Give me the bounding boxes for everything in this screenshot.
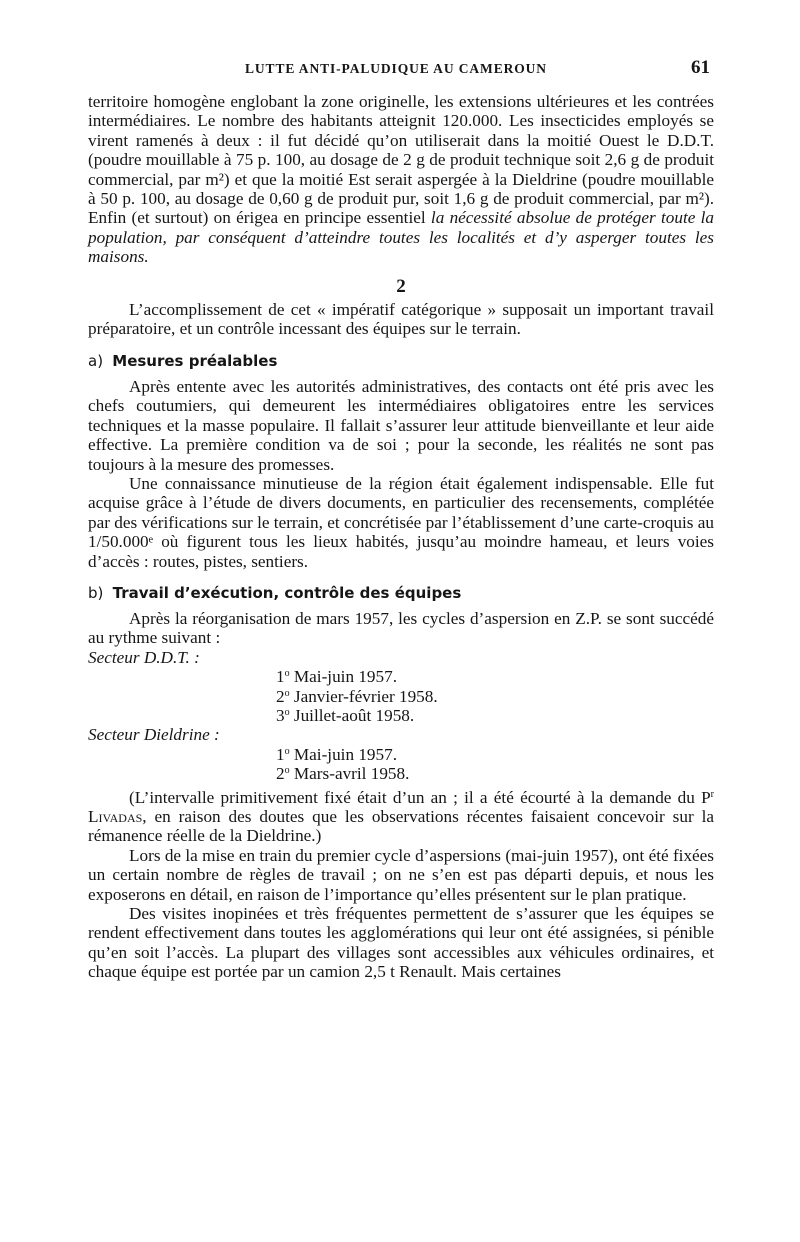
cycle-item: 2$^o$ Janvier-février 1958. xyxy=(276,686,438,706)
paragraph-b-intro: Après la réorganisation de mars 1957, les cycles d’aspersion en Z.P. se sont succédé au rythme suivant : xyxy=(88,608,714,648)
section-intro: L’accomplissement de cet « impératif catégorique » supposait un important travail préparatoire, et un contrôle incessant des équipes sur le terrain. xyxy=(88,300,714,339)
paragraph-b1: Lors de la mise en train du premier cycle d’aspersions (mai-juin 1957), ont été fixées un certain nombre de règles de travail ; on ne s’en est pas départi depuis, et nous les exposerons en détail, en raison de l’importance qu’elles présentent sur le plan pratique. xyxy=(88,845,714,904)
cycle-item: 1$^o$ Mai-juin 1957. xyxy=(276,667,398,687)
running-title: LUTTE ANTI-PALUDIQUE AU CAMEROUN xyxy=(245,61,547,76)
subsection-b-title: Travail d’exécution, contrôle des équipes xyxy=(112,583,462,602)
intro-italic: la nécessité absolue de protéger toute la population, par conséquent d’atteindre toutes les localités et d’y asperger toutes les maisons. xyxy=(88,208,714,267)
cycle-item: 1$^o$ Mai-juin 1957. xyxy=(276,744,398,764)
subsection-a-heading xyxy=(88,351,714,371)
paragraph-b2: Des visites inopinées et très fréquentes permettent de s’assurer que les équipes se rendent effectivement dans toutes les agglomérations qui leur ont été assignées, si pénible qu’en soit l’accès. La plupart des villages sont accessibles aux véhicules ordinaires, et chaque équipe est portée par un camion 2,5 t Renault. Mais certaines xyxy=(88,904,714,982)
cycle-item: 2$^o$ Mars-avril 1958. xyxy=(276,764,410,784)
sector-dieldrine-cycles xyxy=(276,745,714,784)
section-number: 2 xyxy=(396,275,406,297)
subsection-b-letter: b) xyxy=(88,583,104,602)
sector-ddt-cycles xyxy=(276,667,714,725)
body-text xyxy=(88,92,714,982)
page-number: 61 xyxy=(691,57,710,78)
paragraph-a2: Une connaissance minutieuse de la région était également indispensable. Elle fut acquise grâce à l’étude de divers documents, en particulier des recensements, complétée par des vérifications sur le terrain, et concrétisée par l’établissement d’une carte-croquis au 1/50.000ᵉ où figurent tous les lieux habités, jusqu’au moindre hameau, et leurs voies d’accès : routes, pistes, sentiers. xyxy=(88,473,714,571)
running-header xyxy=(88,57,714,85)
intro-text: territoire homogène englobant la zone originelle, les extensions ultérieures et les contrées intermédiaires. Le nombre des habitants atteignit 120.000. Les insecticides employés se virent ramenés à deux : il fut décidé qu’on utiliserait dans la moitié Ouest le D.D.T. (poudre mouillable à 75 p. 100, au dosage de 2 g de produit technique soit 2,6 g de produit commercial, par m²) et que la moitié Est serait aspergée à la Dieldrine (poudre mouillable à 50 p. 100, au dosage de 0,60 g de produit pur, soit 1,6 g de produit commercial, par m²). Enfin (et surtout) on érigea en principe essentiel xyxy=(88,92,714,228)
sector-dieldrine-label: Secteur Dieldrine : xyxy=(88,725,220,745)
cycle-item: 3$^o$ Juillet-août 1958. xyxy=(276,705,415,725)
author-name: Livadas xyxy=(88,807,143,826)
subsection-a-letter: a) xyxy=(88,351,104,370)
note-paragraph: (L’intervalle primitivement fixé était d’un an ; il a été écourté à la demande du $P^r$ Livadas, en raison des doutes que les observations récentes faisaient concevoir sur la rémanence réelle de la Dieldrine.) xyxy=(88,787,714,846)
subsection-a-title: Mesures préalables xyxy=(112,351,278,370)
subsection-b-heading xyxy=(88,583,714,603)
intro-paragraph xyxy=(88,92,714,267)
paragraph-a1: Après entente avec les autorités administratives, des contacts ont été pris avec les chefs coutumiers, qui demeurent les intermédiaires obligatoires entre les services techniques et la masse populaire. Il fallait s’assurer leur attitude bienveillante et leur aide effective. La première condition va de soi ; pour la seconde, les réalités ne sont pas toujours à la mesure des promesses. xyxy=(88,376,714,474)
sector-ddt-label: Secteur D.D.T. : xyxy=(88,647,200,667)
